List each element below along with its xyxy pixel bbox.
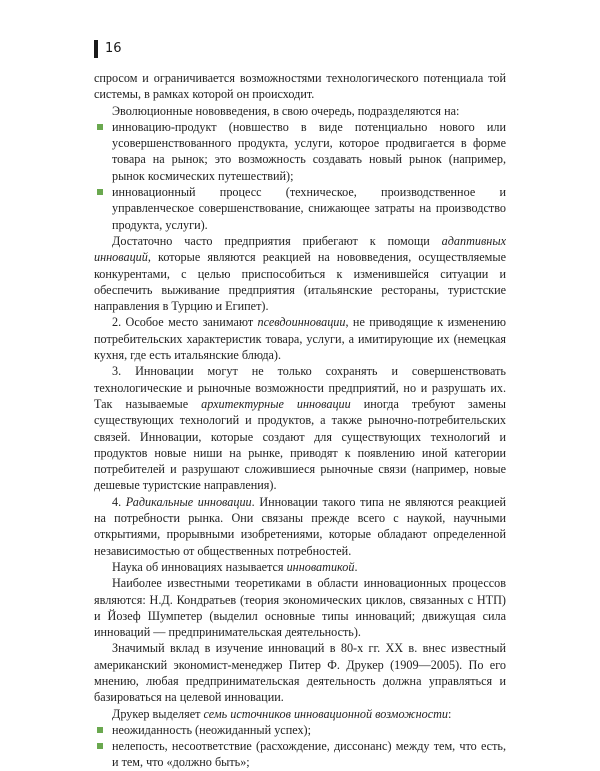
text-run: 3. Инновации могут не только сохранять и совершенствовать технологические и рыночные возможности предприятий, но и разрушать их. Так называемые xyxy=(94,364,506,411)
bullet-icon xyxy=(97,727,103,733)
emphasis-term: инноватикой xyxy=(286,559,355,574)
emphasis-term: семь источников инновационной возможности xyxy=(203,706,449,721)
paragraph-evolutionary-intro: Эволюционные нововведения, в свою очередь, подразделяются на: xyxy=(112,103,460,118)
text-run: Наука об инновациях называется xyxy=(112,559,287,574)
text-run: , не приводящие к изменению потребительских характеристик товара, услуги, а имитирующие их (немецкая кухня, где есть итальянские блюда). xyxy=(94,315,506,363)
page-number: 16 xyxy=(105,41,122,56)
bullet-icon xyxy=(97,189,103,195)
emphasis-term: архитектурные инновации xyxy=(201,396,351,411)
text-run: , которые являются реакцией на нововведения, осуществляемые конкурентами, с целью приспособиться к изменившейся ситуации и обеспечить выживание предприятия (итальянские рестораны, туристские направления в Турцию и Египет). xyxy=(94,250,506,314)
paragraph-sources xyxy=(94,706,506,722)
text-run: иногда требуют замены существующих технологий и продуктов, а также рыночно-потребительских связей. Инновации, которые создают для существующих технологий и продуктов новые ниши на рынке, приводят к появлению иной категории потребителей и разрушают сложившиеся рыночные связи (например, новые дешевые туристские направления). xyxy=(94,396,506,493)
text-run: . Инновации такого типа не являются реакцией на потребности рынка. Они связаны прежде всего с наукой, научными открытиями, прорывными изобретениями, которые обладают определенной независимостью от общественных потребностей. xyxy=(94,494,506,558)
text-run: Друкер выделяет xyxy=(112,706,204,721)
text-body xyxy=(94,70,506,771)
header-bar xyxy=(94,40,98,58)
text-run: Достаточно часто предприятия прибегают к помощи xyxy=(112,233,442,248)
bullet-icon xyxy=(97,124,103,130)
list-item-text: инновационный процесс (техническое, производственное и управленческое совершенствование, снижающее затраты на производство продукта, услуги). xyxy=(112,185,506,232)
emphasis-term: адаптивных инноваций xyxy=(94,233,506,265)
list-item-text: неожиданность (неожиданный успех); xyxy=(112,722,312,737)
sources-list xyxy=(94,722,506,771)
list-item-text: нелепость, несоответствие (расхождение, диссонанс) между тем, что есть, и тем, что «должно быть»; xyxy=(112,739,506,770)
list-item xyxy=(94,738,506,771)
list-item xyxy=(94,184,506,233)
list-item xyxy=(94,119,506,184)
paragraph-adaptive xyxy=(94,233,506,314)
evolutionary-list xyxy=(94,119,506,233)
paragraph-continuation: спросом и ограничивается возможностями технологического потенциала той системы, в рамках которой он происходит. xyxy=(94,71,506,102)
paragraph-radical xyxy=(94,494,506,559)
paragraph-drucker: Значимый вклад в изучение инноваций в 80-х гг. XX в. внес известный американский экономист-менеджер Питер Ф. Друкер (1909—2005). По его мнению, любая предпринимательская деятельность должна управляться и базироваться на целевой инновации. xyxy=(94,641,506,705)
text-run: . xyxy=(354,559,358,574)
paragraph-theorists: Наиболее известными теоретиками в области инновационных процессов являются: Н.Д. Кондратьев (теория экономических циклов, связанных с НТП) и Йозеф Шумпетер (выделил основные типы инноваций; движущая сила инноваций — предпринимательская деятельность). xyxy=(94,576,506,640)
paragraph-pseudo xyxy=(94,314,506,363)
list-item-text: инновацию-продукт (новшество в виде потенциально нового или усовершенствованного продукта, услуги, которое продвигается в форме товара на рынок; это возможность создавать новый рынок (например, рынок космических путешествий); xyxy=(112,119,506,183)
text-run: : xyxy=(448,706,452,721)
page-header xyxy=(94,40,122,58)
paragraph-innovatics xyxy=(94,559,506,575)
list-item xyxy=(94,722,506,738)
text-run: 4. xyxy=(112,494,126,509)
paragraph-architectural xyxy=(94,363,506,493)
bullet-icon xyxy=(97,743,103,749)
emphasis-term: Радикальные инновации xyxy=(125,494,252,509)
emphasis-term: псевдоинновации xyxy=(257,315,346,330)
text-run: 2. Особое место занимают xyxy=(112,315,258,330)
